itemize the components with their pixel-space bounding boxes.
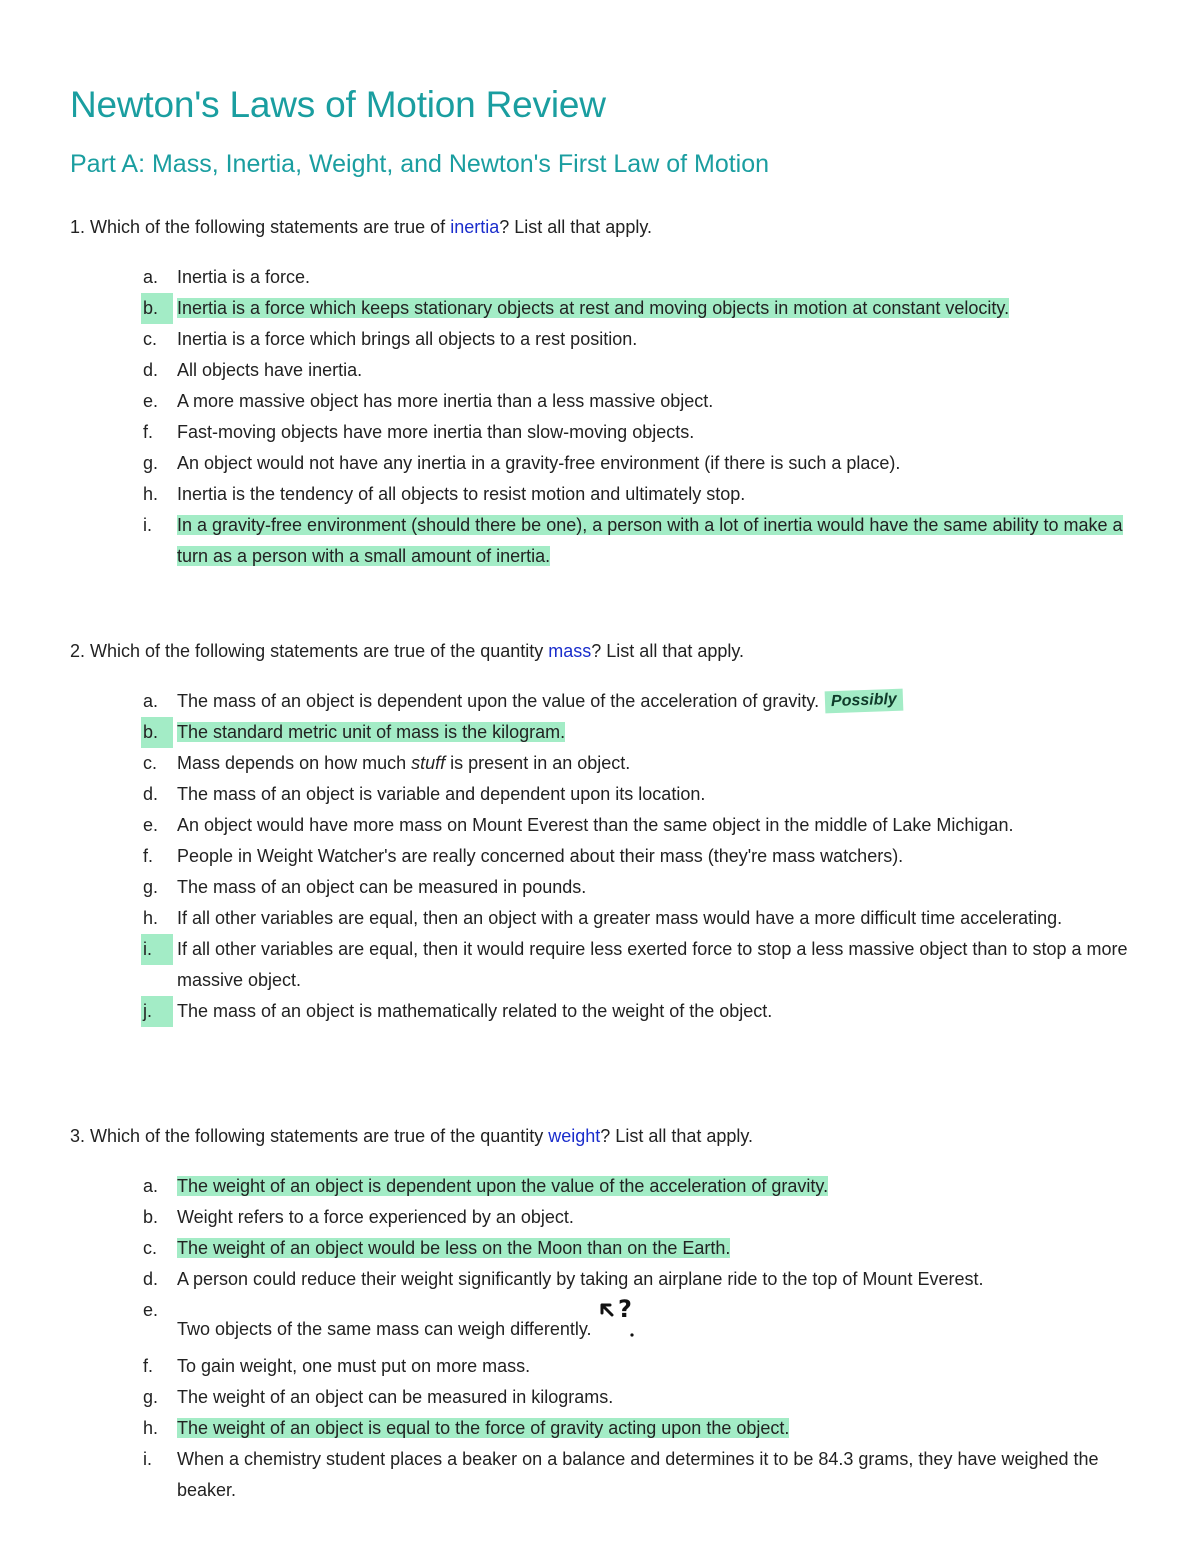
list-item: i. In a gravity-free environment (should there be one), a person with a lot of inertia would have the same ability to make a turn as a person with a small amount of inertia. (143, 515, 1123, 566)
list-item: a. The mass of an object is dependent upon the value of the acceleration of gravity. Possibly (70, 686, 1150, 717)
list-item: h. The weight of an object is equal to the force of gravity acting upon the object. (143, 1418, 790, 1438)
highlighted-text: The weight of an object is dependent upon the value of the acceleration of gravity. (177, 1176, 829, 1196)
list-item: g. An object would not have any inertia in a gravity-free environment (if there is such a place). (143, 453, 901, 473)
list-item: c. The weight of an object would be less on the Moon than on the Earth. (143, 1238, 731, 1258)
highlighted-text: In a gravity-free environment (should there be one), a person with a lot of inertia would have the same ability to make a turn as a person with a small amount of inertia. (177, 515, 1123, 566)
question-1-text: 1. Which of the following statements are true of inertia? List all that apply. (70, 217, 652, 237)
list-item: f. Fast-moving objects have more inertia than slow-moving objects. (143, 422, 695, 442)
highlight-mark: j. (141, 996, 173, 1027)
question-3-text: 3. Which of the following statements are true of the quantity weight? List all that apply. (70, 1126, 754, 1146)
question-2 (70, 636, 1150, 1027)
list-item: j. The mass of an object is mathematically related to the weight of the object. (70, 996, 1150, 1027)
list-item: i. If all other variables are equal, then it would require less exerted force to stop a less massive object than to stop a more massive object. (70, 934, 1150, 996)
question-3-options (70, 1171, 1150, 1506)
list-item: a. Inertia is a force. (143, 267, 311, 287)
list-item: i. When a chemistry student places a beaker on a balance and determines it to be 84.3 grams, they have weighed the beaker. (143, 1449, 1099, 1500)
part-a-title: Part A: Mass, Inertia, Weight, and Newton's First Law of Motion (70, 150, 770, 178)
list-item: b. Weight refers to a force experienced by an object. (143, 1207, 574, 1227)
question-2-text: 2. Which of the following statements are true of the quantity mass? List all that apply. (70, 641, 745, 661)
list-item: d. The mass of an object is variable and dependent upon its location. (143, 784, 706, 804)
highlighted-text: The standard metric unit of mass is the kilogram. (177, 722, 566, 742)
list-item: c. Inertia is a force which brings all objects to a rest position. (143, 329, 638, 349)
question-3 (70, 1121, 1150, 1506)
question-2-options (70, 686, 1150, 1027)
question-1-options (70, 262, 1150, 572)
handwritten-annotation: Possibly (825, 689, 904, 714)
list-item: h. If all other variables are equal, then an object with a greater mass would have a more difficult time accelerating. (143, 908, 1063, 928)
highlight-mark: b. (141, 293, 173, 324)
question-1-keyword: inertia (450, 217, 500, 237)
handwritten-arrow-question-mark (598, 1295, 646, 1351)
arrow-question-icon (598, 1295, 646, 1341)
italic-word: stuff (411, 753, 446, 773)
document-title: Newton's Laws of Motion Review (70, 84, 606, 125)
question-2-keyword: mass (548, 641, 592, 661)
list-item: g. The mass of an object can be measured in pounds. (143, 877, 587, 897)
list-item: f. People in Weight Watcher's are really concerned about their mass (they're mass watchers). (143, 846, 904, 866)
list-item: e. A more massive object has more inertia than a less massive object. (143, 391, 714, 411)
question-1 (70, 212, 1150, 572)
list-item: h. Inertia is the tendency of all objects to resist motion and ultimately stop. (143, 484, 746, 504)
list-item: f. To gain weight, one must put on more mass. (143, 1356, 531, 1376)
list-item: e. An object would have more mass on Mount Everest than the same object in the middle of Lake Michigan. (143, 815, 1014, 835)
list-item (70, 717, 1150, 748)
list-item: d. All objects have inertia. (143, 360, 363, 380)
list-item: g. The weight of an object can be measured in kilograms. (143, 1387, 614, 1407)
list-item: a. The weight of an object is dependent upon the value of the acceleration of gravity. (143, 1176, 829, 1196)
highlight-mark: i. (141, 934, 173, 965)
list-item: e. Two objects of the same mass can weigh differently. ? (70, 1295, 1150, 1351)
list-item (70, 293, 1150, 324)
list-item: c. Mass depends on how much stuff is present in an object. (143, 753, 631, 773)
highlighted-text: The weight of an object is equal to the force of gravity acting upon the object. (177, 1418, 790, 1438)
highlight-mark: b. (141, 717, 173, 748)
highlighted-text: The weight of an object would be less on the Moon than on the Earth. (177, 1238, 731, 1258)
highlighted-text: Inertia is a force which keeps stationary objects at rest and moving objects in motion at constant velocity. (177, 298, 1010, 318)
list-item: d. A person could reduce their weight significantly by taking an airplane ride to the top of Mount Everest. (143, 1269, 984, 1289)
question-mark-glyph: ? (617, 1295, 632, 1323)
question-3-keyword: weight (548, 1126, 601, 1146)
